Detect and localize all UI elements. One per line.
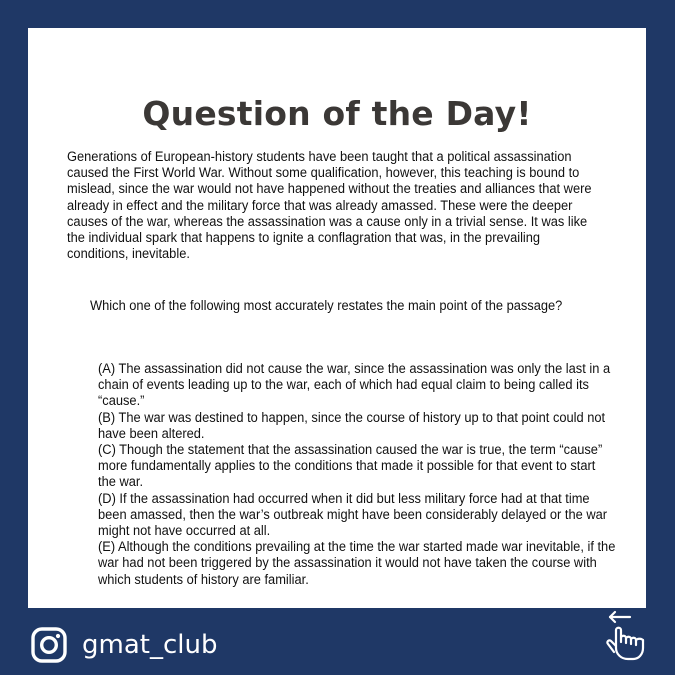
answer-choice-c[interactable]: (C) Though the statement that the assassination caused the war is true, the term “cause” more fundamentally applies to the conditions that made it possible for that event to start the war. [98, 442, 603, 490]
swipe-left-hand-icon[interactable] [600, 608, 648, 664]
instagram-icon [30, 626, 68, 664]
question-card [28, 28, 646, 608]
answer-choice-d[interactable]: (D) If the assassination had occurred when it did but less military force had at that time been amassed, then the war’s outbreak might have been considerably delayed or the war might not have occurred at all. [98, 490, 608, 539]
social-handle[interactable]: gmat_club [82, 630, 218, 660]
question-stem: Which one of the following most accurately restates the main point of the passage? [90, 298, 563, 313]
answer-choice-e[interactable]: (E) Although the conditions prevailing at the time the war started made war inevitable, if the war had not been triggered by the assassination it would not have taken the course with which students of history are familiar. [98, 539, 616, 587]
answer-choices [98, 361, 616, 588]
answer-choice-b[interactable]: (B) The war was destined to happen, since the course of history up to that point could not have been altered. [98, 409, 606, 441]
passage-text: Generations of European-history students have been taught that a political assassination caused the First World War. Without some qualification, however, this teaching is bound to mislead, since the war would not have happened without the treaties and alliances that were already in effect and the military force that was already amassed. These were the deeper causes of the war, whereas the assassination was a cause only in a trivial sense. It was like the individual spark that happens to ignite a conflagration that was, in the prevailing conditions, inevitable. [67, 149, 592, 262]
footer-social[interactable] [30, 624, 217, 666]
page-title: Question of the Day! [142, 94, 532, 133]
answer-choice-a[interactable]: (A) The assassination did not cause the war, since the assassination was only the last in a chain of events leading up to the war, each of which had equal claim to being called its “cause.” [98, 361, 611, 409]
